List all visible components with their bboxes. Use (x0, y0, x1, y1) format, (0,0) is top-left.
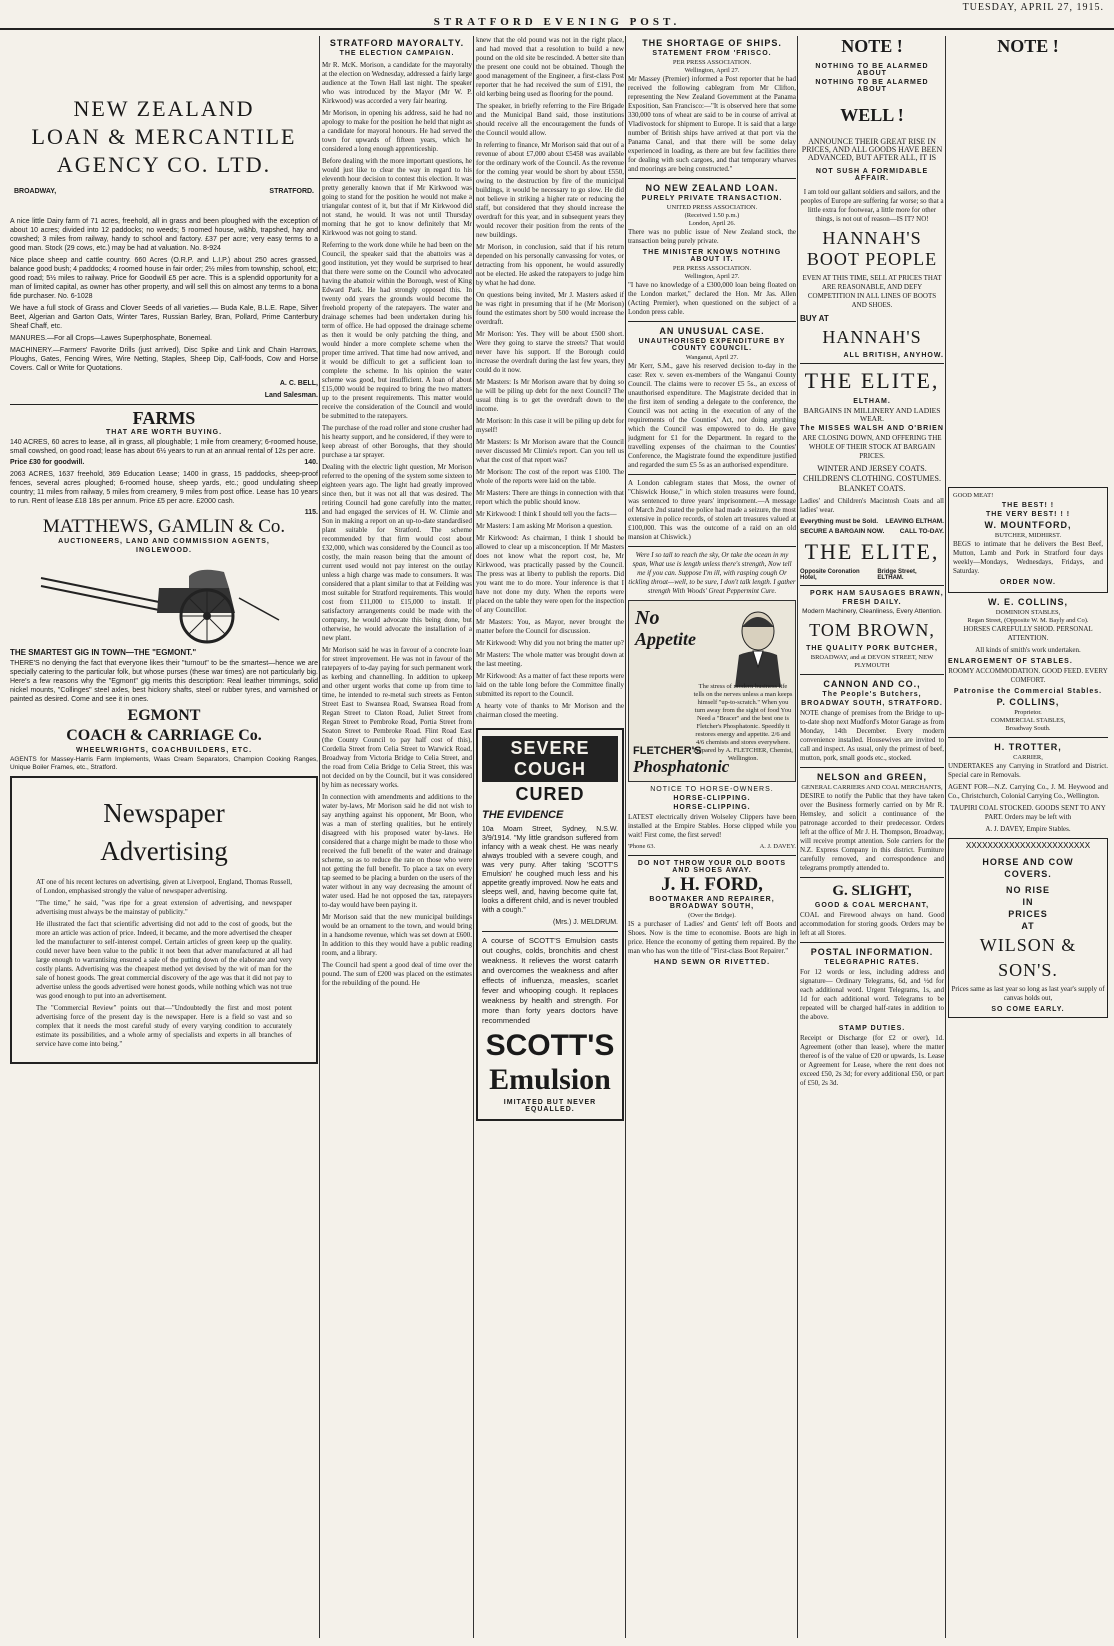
advertising-para-4: The "Commercial Review" points out that—"Undoubtedly the first and most potent advertising force of the present day is the newspaper. Here is a field so vast and so complex that it needs the most careful study of every varying condition to accurately estimate its possibilities, and a whole army of specialists and experts in all branches of service have come into being." (36, 1004, 292, 1048)
mayoralty-cont-12: Mr Kirkwood: I think I should tell you the facts— (476, 510, 617, 518)
hannahs-boot-people-heading: HANNAH'S BOOT PEOPLE (806, 228, 938, 269)
phos-brand-2: Phosphatonic (633, 757, 730, 776)
advertising-title-2: Advertising (100, 836, 228, 866)
hannahs-heading-2: HANNAH'S (822, 327, 922, 347)
elite-bargains: BARGAINS IN MILLINERY AND LADIES WEAR. (803, 406, 941, 423)
advertising-title-1: Newspaper (103, 798, 225, 828)
unusual-subhead: UNAUTHORISED EXPENDITURE BY COUNTY COUNCIL. (638, 338, 786, 352)
gig-advert (10, 558, 318, 772)
farms-title: FARMS (132, 408, 196, 428)
postal-subtitle: TELEGRAPHIC RATES. (824, 959, 920, 966)
firm-town: INGLEWOOD. (136, 547, 192, 554)
brown-subtitle: THE QUALITY PORK BUTCHER, (806, 645, 938, 652)
buy-at-text: BUY AT (800, 314, 829, 323)
note-heading-left: NOTE ! (841, 36, 903, 56)
best-1: THE BEST! ! (1001, 502, 1055, 509)
firm-subtitle: AUCTIONEERS, LAND AND COMMISSION AGENTS, (58, 538, 270, 545)
ford-body: IS a purchaser of Ladies' and Gents' left off Boots and Shoes. Now is the time to economise. Boots are high in price. Hence the economy of getting them repaired. By the man who has won the title of "First-class Boot Repairer." (628, 920, 796, 955)
mayoralty-cont-14: Mr Kirkwood: As chairman, I think I should be allowed to clear up a misconception. If Mr Masters does not know what the report cost, he, Mr Kirkwood, was practically passed by the Council. The press was at liberty to publish the reports. Did you want me to do more. Your inference is that I have not done my duty. When the reports were placed on the table they were open for the inspection of any Councillor. (476, 534, 624, 614)
nelson-name: NELSON and GREEN, (816, 772, 927, 782)
even-text: EVEN AT THIS TIME, SELL AT PRICES THAT ARE REASONABLE, AND DEFY COMPETITION IN ALL LINES OF BOOTS AND SHOES. (802, 274, 942, 309)
alarm-line-1: NOTHING TO BE ALARMED ABOUT (815, 63, 929, 77)
elite-opposite: Opposite Coronation Hotel, (800, 569, 860, 581)
mayoralty-cont-7: Mr Masters: Is Mr Morison aware that by doing so he will be piling up debt for the next Council? The usual thing is to get the overdraft down to the income. (476, 378, 624, 413)
good-meat: GOOD MEAT! (953, 492, 994, 499)
mayoralty-para-10: The Council had spent a good deal of time over the pound. The sum of £200 was placed on the estimates for the rebuilding of the pound. He (322, 961, 472, 987)
masthead (0, 0, 1114, 30)
cough-title-2: CURED (515, 784, 585, 804)
horse-body: LATEST electrically driven Wolseley Clippers have been installed at the Empire Stables. Horse clipped while you wait! First come, the first served! (628, 813, 796, 839)
column-rule (625, 36, 626, 1638)
elite-town: ELTHAM. (853, 398, 891, 405)
wilson-body: Prices same as last year so long as last year's supply of canvas holds out, (951, 985, 1105, 1002)
egmont-name: EGMONT (127, 707, 201, 724)
trotter-agent: AGENT FOR—N.Z. Carrying Co., J. M. Heywood and Co., Christchurch, Colonial Carrying Co., Wellington. (948, 783, 1108, 800)
mayoralty-cont-8: Mr Morison: In this case it will be piling up debt for myself! (476, 417, 624, 434)
formidable-text: NOT SUSH A FORMIDABLE AFFAIR. (815, 168, 929, 182)
loan-dateline: London, April 26. (688, 220, 736, 227)
nz-manures: MANURES.—For all Crops—Lawes Superphosphate, Bonemeal. (10, 335, 212, 342)
minister-body: "I have no knowledge of a £300,000 loan being floated on the London market," declared the Hon. Mr Jas. Allen (Acting Premier), when questioned on the subject of a London press cable. (628, 281, 796, 316)
advertising-para-1: AT one of his recent lectures on advertising, given at Liverpool, England, Thomas Russell, of London, emphasised strongly the value of newspaper advertising. (36, 878, 292, 895)
evidence-signature: (Mrs.) J. MELDRUM. (553, 919, 618, 926)
column-2 (322, 36, 472, 1638)
roomy: ROOMY ACCOMMODATION. GOOD FEED. EVERY COMFORT. (948, 667, 1108, 684)
postal-title: POSTAL INFORMATION. (810, 947, 934, 957)
nz-town: STRATFORD. (269, 188, 314, 195)
wilson-name: WILSON & (979, 935, 1077, 955)
column-rule (473, 36, 474, 1638)
nz-street: BROADWAY, (14, 188, 57, 195)
slight-body: COAL and Firewood always on hand. Good accommodation for storing goods. Orders may be left at all Stores. (800, 911, 944, 937)
mountford-advert (948, 487, 1108, 593)
mayoralty-para-2: Mr Morison, in opening his address, said he had no apology to make for the position he held that night as a candidate for mayoral honours. He had served the town for upwards of fifteen years, which he considered a long enough apprenticeship. (322, 109, 472, 153)
brown-street: BROADWAY, and at DEVON STREET, NEW PLYMOUTH (810, 654, 934, 669)
ford-over: (Over the Bridge). (688, 912, 736, 919)
cannon-name: CANNON AND CO., (823, 679, 921, 689)
gig-headline: THE SMARTEST GIG IN TOWN—THE "EGMONT." (10, 648, 197, 657)
ford-subtitle: BOOTMAKER AND REPAIRER, BROADWAY SOUTH, (649, 896, 775, 910)
mayoralty-para-6: Dealing with the electric light question, Mr Morison referred to the opening of the system some sixteen to eighteen years ago. The light had greatly improved since then, but it was not all that was desired. The retiring Council had gone carefully into the matter, and had engaged the services of H. W. Climie and Son in making a report on an up-to-date standardised plant suitable for Stratford. The scheme recommended by that firm would cost about £32,000, which was considered by the Council as too costly, the main reason being that the amount of current used would not pay interest on the outlay unless a high charge was made to consumers. It was considered that a plant similar to that at Feilding was most suitable for Stratford requirements. This would cost from £11,000 to £15,000 to install. If satisfactory arrangements could be made with the company, he would advocate this being done, but otherwise, he would advocate the installation of a new plant. (322, 463, 472, 642)
ford-name: J. H. FORD, (661, 874, 763, 895)
egmont-company: COACH & CARRIAGE Co. (66, 727, 262, 744)
issue-date: TUESDAY, APRIL 27, 1915. (962, 2, 1104, 13)
nz-loan-advert (10, 96, 318, 400)
newspaper-advertising-article (10, 776, 318, 1064)
loan-received: (Received 1.50 p.m.) (684, 212, 740, 219)
phos-brand-1: FLETCHER'S (633, 745, 702, 757)
firm-name: MATTHEWS, GAMLIN & Co. (42, 516, 286, 537)
column-4 (628, 36, 796, 1638)
mayoralty-cont-9: Mr Masters: Is Mr Morison aware that the Council never discussed Mr Climie's report. Can you tell us what the cost of that report was? (476, 438, 624, 464)
carrier: CARRIER, (1013, 754, 1043, 761)
scotts-footer: IMITATED BUT NEVER EQUALLED. (503, 1099, 597, 1113)
ships-subhead: STATEMENT FROM 'FRISCO. (652, 50, 772, 57)
elite-leaving: LEAVING ELTHAM. (885, 518, 944, 525)
smith-work: All kinds of smith's work undertaken. (975, 646, 1081, 654)
nz-seeds: We have a full stock of Grass and Clover Seeds of all varieties.— Buda Kale, B.L.E. Rape, Silver Beet, Algerian and Garton Oats, Winter Tares, Russian Barley, Bran, Pollard, Prime Canterbury Sheaf Chaff, etc. (10, 305, 318, 330)
wilson-at: AT (1021, 921, 1035, 931)
wilson-early: SO COME EARLY. (991, 1006, 1065, 1013)
elite-misses: The MISSES WALSH AND O'BRIEN (800, 425, 944, 432)
column-rule (319, 36, 320, 1638)
mayoralty-cont-18: Mr Kirkwood: As a matter of fact these reports were laid on the table long before the Committee finally submitted its report to the Council. (476, 672, 624, 698)
farms-subtitle: THAT ARE WORTH BUYING. (105, 429, 223, 436)
mayoralty-cont-15: Mr Masters: You, as Mayor, never brought the matter before the Council for discussion. (476, 618, 624, 635)
mayoralty-para-7: Mr Morison said he was in favour of a concrete loan for street improvement. He was not in favour of the ratepayers of to-day paying for such permanent work as kerbing and channelling. In addition to upkeep and other urgent works that come up from time to time, he intended to re-metal such streets as Fenton Street East to Swansea Road, Swansea Road from Regan Street to Claton Road, Juliet Street from Regan Street to Pembroke Road, Portia Street from Seaton Street to Pembroke Road. Flint Road East (the County Council to pay half cost of this), Cordelia Street from Celia Street to Warwick Road, Broadway from Victoria Bridge to Celia Street, and the road from Celia Bridge to Celia Street, this was not decided on by the Council, but it was considered by him as necessary works. (322, 646, 472, 789)
slight-name: G. SLIGHT, (832, 883, 912, 899)
loan-headline: NO NEW ZEALAND LOAN. (645, 183, 779, 193)
cannon-body: NOTE change of premises from the Bridge to up-to-date shop next Mudford's Motor Garage as from Monday, 14th December. Every modern convenience installed. Housewives are invited to call and inspect. As usual, only the primest of beef, mutton, pork, small goods etc., stocked. (800, 709, 944, 762)
elite-ladies: Ladies' and Children's Macintosh Coats and all ladies' wear. (800, 497, 944, 514)
loan-body: There was no public issue of New Zealand stock, the transaction being purely private. (628, 228, 796, 245)
trotter-body: UNDERTAKES any Carrying in Stratford and District. Special care in Removals. (948, 762, 1108, 779)
stamp-body: Receipt or Discharge (for £2 or over), 1d. Agreement (other than lease), where the matter thereof is of the value of £20 or upwards, 1s. Lease or Agreement for Lease, where the rent does not exceed £50, 2s 3d; for every additional £50, or part of £50, 2s 3d. (800, 1034, 944, 1087)
emulsion-brand: Emulsion (489, 1063, 611, 1096)
farm-ref-1: 140. (304, 459, 318, 466)
cough-title-1: SEVERE COUGH (482, 736, 618, 782)
proprietor: Proprietor. (1014, 709, 1042, 716)
evidence-body: 10a Moam Street, Sydney, N.S.W. 3/9/1914. "My little grandson suffered from infancy with a weak chest. He was nearly always troubled with a severe cough, and was very puny. After taking 'SCOTT'S Emulsion' he coughed much less and his appetite greatly improved. Now he eats and sleeps well, and, having become quite fat, looks a different child, and is never troubled with a cough." (482, 826, 618, 914)
slight-subtitle: GOOD & COAL MERCHANT, (814, 902, 930, 909)
elite-street: Bridge Street, ELTHAM. (877, 569, 917, 581)
horse-signature: A. J. DAVEY. (759, 843, 796, 850)
best-2: THE VERY BEST! ! ! (985, 511, 1071, 518)
no-text: No (635, 607, 660, 629)
mayoralty-para-3: Before dealing with the more important questions, he would just like to clear the way in regard to his eleventh hour decision to contest this election. It was pretty generally known that if Mr Kirkwood was going to stand for the position he would not make a triangular contest of it, but that if Mr Kirkwood did not stand, he would. It was not until Thursday morning that he got to know definitely that Mr Kirkwood was not going to stand. (322, 157, 472, 237)
column-5 (800, 36, 944, 1638)
gig-body: THERE'S no denying the fact that everyone likes their "turnout" to be the smartest—hence we are specially catering to the particular folk, but whose purses (these war times) are not particularly big. Here's a few reasons why the "Egmont" gig merits this description: Real leather trimmings, solid nickel mounts, "Collinges" steel axles, best hickory shafts, steel or rubber tyres, and varnished or painted as desired. Come and see it in ones. (10, 660, 318, 703)
mountford-butcher: BUTCHER, MIDHIRST. (994, 532, 1062, 539)
nz-signature: A. C. BELL, (279, 380, 318, 387)
nz-heading-3: AGENCY CO. LTD. (56, 152, 272, 177)
enlargement: ENLARGEMENT OF STABLES. (948, 658, 1073, 665)
broadway-south: Broadway South. (1005, 725, 1051, 732)
mayoralty-cont-17: Mr Masters: The whole matter was brought down at the last meeting. (476, 651, 624, 668)
announce-text: ANNOUNCE THEIR GREAT RISE IN PRICES, AND ALL GOODS HAVE BEEN ADVANCED, BUT AFTER ALL, IT IS (801, 137, 943, 162)
column-1 (10, 36, 318, 1638)
peppermint-poem: Were I so tall to reach the sky, Or take the ocean in my span, What use is length unless there's strength, Now tell me if you can. Suppose I'm ill, with rasping cough Or tickling throat—well, to be sure, I don't talk length. I gather strength With Woods' Great Peppermint Cure. (628, 551, 796, 595)
chiswick-body: A London cablegram states that Moss, the owner of "Chiswick House," in which stolen treasures were found, was sentenced to three years' imprisonment.—A message of March 2nd stated the police had made a seizure, the most extensive in police records, of stolen art treasures valued at £100,000. This was the outcome of a raid on an old mansion at Chiswick.) (628, 479, 796, 541)
gig-carriage-illustration (39, 558, 289, 644)
order-now: ORDER NOW. (1000, 579, 1056, 586)
mayoralty-cont-3: In referring to finance, Mr Morison said that out of a revenue of about £7,000 about £5458 was available for the ordinary work of the Council. As the revenue for the coming year would be short by about £550, owing to the destruction by fire of the municipal buildings, it would be necessary to go slow. He did not believe in striking a higher rate or reducing the staff, but considered that they should increase the overdraft for this year, and in subsequent years they would recover their position from the rents of the new buildings. (476, 141, 624, 239)
farm-listing-2: 2063 ACRES, 1637 freehold, 369 Education Lease; 1400 in grass, 15 paddocks, sheep-proof fences, several acres ploughed; 6-roomed house, sheep yards, etc.; good undulating sheep country; 11 miles from railway, 5 miles from creamery, 9 miles from post office. Lease has 10 years to run. Rent of lease £18 18s per annum. Price £5 per acre. £2000 cash. (10, 471, 318, 505)
mayoralty-cont-19: A hearty vote of thanks to Mr Morison and the chairman closed the meeting. (476, 702, 624, 719)
brown-fresh: FRESH DAILY. (842, 599, 902, 606)
elite-closing: ARE CLOSING DOWN, AND OFFERING THE WHOLE OF THEIR STOCK AT BARGAIN PRICES. (802, 434, 942, 460)
wilson-prices: PRICES (1008, 909, 1048, 919)
elite-sold: Everything must be Sold. (800, 518, 879, 525)
nelson-subtitle: GENERAL CARRIERS AND COAL MERCHANTS, (801, 784, 943, 791)
wilson-in: IN (1022, 897, 1034, 907)
well-heading: WELL ! (840, 105, 904, 125)
ford-top: DO NOT THROW YOUR OLD BOOTS AND SHOES AWAY. (637, 860, 787, 874)
nz-signature-title: Land Salesman. (264, 392, 318, 399)
brown-items: PORK HAM SAUSAGES BRAWN, (810, 590, 944, 597)
mayoralty-para-4: Referring to the work done while he had been on the Council, the speaker said that the abattoirs was a good institution, yet they would be surprised to hear that there were some on the Council who advocated having the abattoir within the Borough, west of King Edward Park. He had strongly opposed this. In twenty odd years the grounds would become the freehold property of the ratepayers. The water and drainage schemes had been undertaken during his term of office. He had opposed the drainage scheme as then it would be only patching the thing, and would hinder a more complete scheme when the proper time arrived. That time had now arrived, and it would be difficult to get a sufficient loan to complete the scheme. In his opinion the water scheme was good, but insufficient. A loan of about £15,000 would be required to bring the two matters up to the present requirements. This matter would receive the consideration of the Council and would be submitted to the ratepayers. (322, 241, 472, 420)
nz-listing-1: A nice little Dairy farm of 71 acres, freehold, all in grass and been ploughed with the exception of about 10 acres; divided into 12 paddocks; no weeds; 5 roomed house, w&hb, trapshed, hay and cowshed; 3 miles from railway, handy to school and factory. £37 per acre; very easy terms to a good man. Stock (29 cows, etc.) may be had at valuation. No. 8-924 (10, 218, 318, 252)
newspaper-title: STRATFORD EVENING POST. (433, 16, 681, 28)
stamp-title: STAMP DUTIES. (838, 1025, 906, 1032)
column-rule (797, 36, 798, 1638)
commercial-stables: COMMERCIAL STABLES, (990, 717, 1066, 724)
nz-heading-1: NEW ZEALAND (73, 96, 255, 121)
farms-advert (10, 409, 318, 554)
collins-name: W. E. COLLINS, (987, 597, 1068, 607)
farm-price-1: Price £30 for goodwill. (10, 459, 85, 466)
postal-body: For 12 words or less, including address and signature— Ordinary Telegrams, 6d, and ½d for each additional word. Urgent Telegrams, 1s, and 1d for each additional word. Telegrams to be repeated will be charged half-rates in addition to the above. (800, 968, 944, 1021)
trotter-name: H. TROTTER, (994, 742, 1062, 752)
wilson-covers: COVERS. (1004, 869, 1052, 879)
horse-sub-1: HORSE-CLIPPING. (673, 795, 751, 802)
all-british-text: ALL BRITISH, ANYHOW. (843, 352, 944, 359)
mayoralty-cont-2: The speaker, in briefly referring to the Fire Brigade and the Municipal Band said, those institutions should receive all the encouragement the funds of the Council would allow. (476, 102, 624, 137)
horse-phone: 'Phone 63. (628, 843, 656, 850)
wilson-norise: NO RISE (1005, 885, 1050, 895)
elite-secure: SECURE A BARGAIN NOW. (800, 528, 885, 535)
note-heading-right: NOTE ! (997, 36, 1059, 56)
unusual-headline: AN UNUSUAL CASE. (659, 326, 765, 336)
elite-heading-2: THE ELITE, (804, 539, 940, 564)
mayoralty-subhead: THE ELECTION CAMPAIGN. (339, 50, 455, 57)
man-portrait-illustration (725, 607, 791, 687)
mayoralty-cont-4: Mr Morison, in conclusion, said that if his return depended on his personally canvassing for votes, or detracting from his opponent, he would assuredly not be elected. He asked the ratepayers to judge him by what he had done. (476, 243, 624, 287)
loan-subhead: PURELY PRIVATE TRANSACTION. (641, 195, 783, 202)
mayoralty-para-8: In connection with amendments and additions to the water by-laws, Mr Morison said he did not wish to say anything against his opponent, Mr Boon, who was a man of sterling qualities, but he entirely disagreed with his proposed water by-laws. He considered that a charge might be made to those who received the full benefit of the water and drainage scheme, so as to reduce the rate on those who were not getting the full benefit. To place a tax on every tap seemed to be placing a burden on the users of the water without in any way decreasing the amount of water used. Had he not opposed the tax, ratepayers to-day would have been paying it. (322, 793, 472, 909)
x-border-top: XXXXXXXXXXXXXXXXXXXXXXX (965, 841, 1091, 851)
loan-assoc: UNITED PRESS ASSOCIATION. (666, 204, 758, 211)
mayoralty-cont-5: On questions being invited, Mr J. Masters asked if he was right in presuming that if he (Mr Morison) found the estimates short by 500 would increase the overdraft. (476, 291, 624, 326)
column-3 (476, 36, 624, 1638)
minister-assoc: PER PRESS ASSOCIATION. (672, 265, 752, 272)
phosphatonic-body: The stress of modern business life tells on the nerves unless a man keeps himself "up-to-scratch." When you turn away from the sight of food You Need a "Bracer" and the best one is Fletcher's Phosphatonic. Speedily it restores energy and appetite. 2/6 and 4/6 chemists and stores everywhere. Prepared by A. FLETCHER, Chemist, Wellington. (693, 683, 793, 762)
horses-shod: HORSES CAREFULLY SHOD. PERSONAL ATTENTION. (963, 625, 1093, 642)
cannon-address: BROADWAY SOUTH, STRATFORD. (801, 700, 943, 707)
regan-street: Regan Street, (Opposite W. M. Bayly and Co). (967, 617, 1089, 624)
wilson-horse: HORSE AND COW (982, 857, 1074, 867)
scotts-brand: SCOTT'S (485, 1029, 615, 1062)
appetite-text: Appetite (635, 629, 696, 649)
scotts-body: A course of SCOTT'S Emulsion casts out coughs, colds, bronchitis and chest weakness. It relieves the worst catarrh and overcomes the weakness and after effects of influenza, measles, scarlet fever and whooping cough. It replaces weakness by health and strength. For more than forty years doctors have recommended (482, 936, 618, 1025)
davey-signature: A. J. DAVEY, Empire Stables. (985, 825, 1071, 833)
egmont-subtitle: WHEELWRIGHTS, COACHBUILDERS, ETC. (75, 747, 253, 754)
mayoralty-cont-1: knew that the old pound was not in the right place, and had moved that a resolution to build a new pound on the old site be rescinded. A better site than the present one could not be obtained. Though the good management of the Engineer, a first-class Post reporter that he had received the sum of £191, the old kerbing being used as flooring for the pound. (476, 36, 624, 98)
mayoralty-para-9: Mr Morison said that the new municipal buildings would be an ornament to the town, and would bring in a handsome revenue, which was set down at £600. In addition to this they would have a public reading room, and a library. (322, 913, 472, 957)
told-text: I am told our gallant soldiers and sailors, and the peoples of Europe are suffering far worse; so that a little extra for footwear, a little more for other things, is not out of reason—IS IT? NO! (800, 188, 944, 223)
phosphatonic-advert (628, 600, 796, 782)
wilson-sons: SON'S. (998, 960, 1058, 980)
ships-dateline: Wellington, April 27. (684, 67, 740, 74)
minister-dateline: Wellington, April 27. (684, 273, 740, 280)
mountford-name: W. MOUNTFORD, (984, 520, 1072, 530)
alarm-line-2: NOTHING TO BE ALARMED ABOUT (815, 79, 929, 93)
mayoralty-para-5: The purchase of the road roller and stone crusher had his hearty support, and he considered, if they were to keep abreast of other Boroughs, that they should purchase a tar sprayer. (322, 424, 472, 459)
elite-call: CALL TO-DAY. (899, 528, 944, 535)
dominion-stables: DOMINION STABLES, (995, 609, 1061, 616)
scotts-emulsion-advert (476, 728, 624, 1121)
ships-headline: THE SHORTAGE OF SHIPS. (642, 38, 782, 48)
minister-headline: THE MINISTER KNOWS NOTHING ABOUT IT. (642, 249, 782, 263)
evidence-heading: THE EVIDENCE (482, 809, 564, 821)
patronise: Patronise the Commercial Stables. (953, 688, 1103, 695)
wilson-advert (948, 838, 1108, 1018)
cannon-subtitle: The People's Butchers, (822, 691, 922, 698)
nz-machinery: MACHINERY.—Farmers' Favorite Drills (just arrived), Disc Spike and Link and Chain Harrows, Ploughs, Gates, Fencing Wires, Wire Netting, Staples, Sheep Dip, Calf-foods, Cow and Horse Covers. Call or Write for Quotations. (10, 347, 318, 372)
nelson-body: DESIRE to notify the Public that they have taken over the Business formerly carried on by Mr R. Hemsley, and solicit a continuance of the patronage accorded to their predecessor. Orders left at the office of Mr J. H. Thompson, Broadway, will receive prompt attention. Sole carriers for the N.Z. Express Company in this district. Furniture carefully removed, and correspondence and telegrams promptly attended to. (800, 792, 944, 872)
mayoralty-cont-6: Mr Morison: Yes. They will be about £500 short. Were they going to starve the streets? That would never have his support. If the Borough could increase the overdraft during the last few years, they could do it now. (476, 330, 624, 374)
mayoralty-cont-16: Mr Kirkwood: Why did you not bring the matter up? (476, 639, 624, 647)
horse-sub-2: HORSE-CLIPPING. (673, 804, 751, 811)
elite-heading: THE ELITE, (804, 368, 940, 393)
taupiri-coal: TAUPIRI COAL STOCKED. GOODS SENT TO ANY PART. Orders may be left with (950, 804, 1106, 821)
mayoralty-cont-10: Mr Morison: The cost of the report was £100. The whole of the reports were laid on the table. (476, 468, 624, 485)
column-rule (945, 36, 946, 1638)
farm-listing-1: 140 ACRES, 60 acres to lease, all in grass, all ploughable; 1 mile from creamery; 6-roomed house, small cowshed, on good road; lease has about 6½ years to run at an annual rental of 12s per acre. (10, 439, 318, 455)
mayoralty-cont-13: Mr Masters: I am asking Mr Morison a question. (476, 522, 613, 530)
mayoralty-cont-11: Mr Masters: There are things in connection with that report which the public should know. (476, 489, 624, 506)
unusual-dateline: Wanganui, April 27. (685, 354, 739, 361)
nz-listing-2: Nice place sheep and cattle country. 660 Acres (O.R.P. and L.I.P.) about 250 acres grassed, balance good bush; 4 paddocks; 4 roomed house in fair order; 2½ miles from township, school, etc; good road; 5½ miles to railway. Price for Goodwill £5 per acre. This is a splendid opportunity for a man of limited capital, as owner has other property, and will sell this on almost any terms to a bona fide purchaser. No. 6-1028 (10, 257, 318, 300)
elite-list: WINTER AND JERSEY COATS. CHILDREN'S CLOTHING. COSTUMES. BLANKET COATS. (803, 464, 941, 493)
ships-body: Mr Massey (Premier) informed a Post reporter that he had received the following cablegram from Mr Clifton, representing the New Zealand Government at the Panama Exposition, San Francisco:—"It is observed here that some 330,000 tons of wheat are said to be in course of arrival at Vladivostock for shipment to Europe. It is said that a large number of British ships have arrived at that port via the Panama Canal, and that there will be some delay experienced in loading, as there are but few facilities there for dealing with such cargoes, and that temporary wharves and moorings are being constructed." (628, 75, 796, 173)
unusual-body: Mr Kerr, S.M., gave his reserved decision to-day in the case: Rex v. seven ex-members of the Wanganui County Council. The claims were to recover £5 5s., an excess of unauthorised expenditure. The Magistrate decided that in the first item of sending a delegate to the conference, the Council was not acting in the execution of any of the requirements of the Counties' Act, nor doing anything which the Council was empowered to do. He gave judgment for £1 for the Department. In regard to the travelling expenses of the chairman to the Counties' Conference, the Magistrate found the expenditure justified and regarded the sum £5 5s as an authorised expenditure. (628, 362, 796, 469)
egmont-agents: AGENTS for Massey-Harris Farm Implements, Waas Cream Separators, Champion Cooking Ranges, Unique Boiler Frames, etc., Stratford. (10, 756, 318, 771)
mountford-body: BEGS to intimate that he delivers the Best Beef, Mutton, Lamb and Pork in Stratford four days weekly—Mondays, Wednesdays, Fridays, and Saturday. (953, 540, 1103, 575)
ships-assoc: PER PRESS ASSOCIATION. (672, 59, 752, 66)
advertising-para-2: "The time," he said, "was ripe for a great extension of advertising, and newspaper advertising must always be the mainstay of publicity." (36, 899, 292, 916)
horse-notice: NOTICE TO HORSE-OWNERS. (650, 786, 774, 793)
brown-name: TOM BROWN, (809, 620, 935, 640)
advertising-para-3: He illustrated the fact that scientific advertising did not add to the cost of goods, but the more an article was action of price. Indeed, it became, and the more advertised the cheaper led the manufacturer to self-interest compel. Certain articles of green keep up the quality. could never have been value to the public it not been that adver manufactured at all had large enough to warrantising ensured a sale of the putting down of the elaborate and very costly plants. Advertising was the cheapest method yet devised by the wit of man for the sale of honest goods. The great commercial discovery of the age was that it did not pay to advertise unless the goods advertised were honest goods, while nothing which was not true was good enough to put into an advertisement. (36, 920, 292, 1000)
nz-heading-2: LOAN & MERCANTILE (31, 124, 297, 149)
brown-modern: Modern Machinery, Cleanliness, Every Attention. (802, 608, 942, 615)
mayoralty-headline: STRATFORD MAYORALTY. (329, 38, 465, 48)
p-collins: P. COLLINS, (996, 697, 1060, 707)
column-6 (948, 36, 1108, 1638)
ford-footer: HAND SEWN OR RIVETTED. (653, 959, 771, 966)
mayoralty-para-1: Mr R. McK. Morison, a candidate for the mayoralty at the election on Wednesday, addressed a fairly large audience at the Town Hall last night. The speaker who was introduced by the Mayor (Mr W. P. Kirkwood) was accorded a very fair hearing. (322, 61, 472, 105)
farm-ref-2: 115. (304, 509, 318, 516)
